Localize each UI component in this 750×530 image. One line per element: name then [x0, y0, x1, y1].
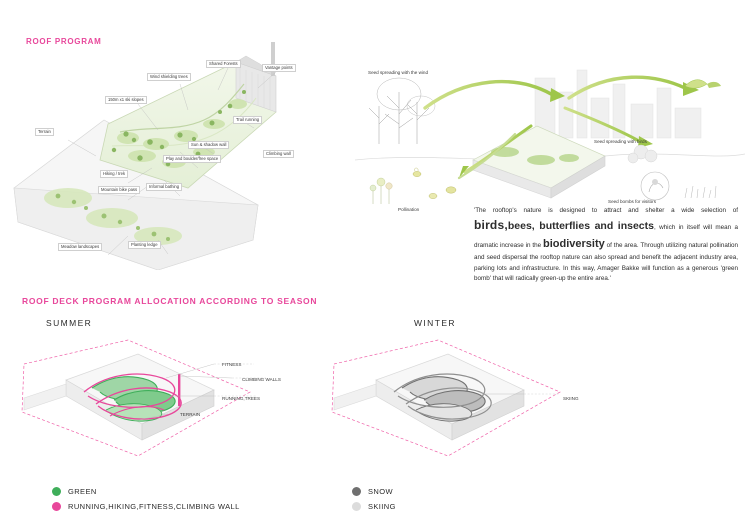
paragraph-part-3: of the area. Through utilizing natural pollination and seed dispersal the rooftop nature can also spread and benefit the adjacent industry area, parking lots and infrastructure. In this way, Amager Bakke will function as a generous 'green bomb' that will radically green-up the entire area.' — [474, 241, 738, 282]
winter-title: WINTER — [414, 318, 456, 328]
summer-label-3: TERRAIN — [180, 412, 201, 417]
roof-callout-11: Informal bathing — [146, 183, 182, 191]
summer-legend-swatch-1 — [52, 502, 61, 511]
roof-callout-13: Planting ledge — [128, 241, 161, 249]
paragraph-part-1: 'The rooftop's nature is designed to attract and shelter a wide selection of — [474, 207, 738, 214]
summer-label-0: FITNESS — [222, 362, 242, 367]
seed-label-2: Seed bombs for visitors — [608, 199, 656, 204]
summer-title: SUMMER — [46, 318, 93, 328]
summer-legend-swatch-0 — [52, 487, 61, 496]
roof-callout-5: Terrain — [35, 128, 54, 136]
summer-isometric-diagram — [18, 336, 278, 466]
seed-label-3: Pollination — [398, 207, 420, 212]
roof-callout-7: Play and boulder/free space — [163, 155, 221, 163]
roof-callout-4: Trail running — [233, 116, 262, 124]
winter-legend-swatch-0 — [352, 487, 361, 496]
summer-legend-row-0 — [52, 487, 240, 496]
summer-legend-label-1: RUNNING,HIKING,FITNESS,CLIMBING WALL — [68, 502, 240, 511]
roof-callout-2: Wind shielding trees — [147, 73, 191, 81]
seed-label-0: Seed spreading with the wind — [368, 70, 429, 75]
winter-legend-swatch-1 — [352, 502, 361, 511]
summer-label-2: RUNNING,TREES — [222, 396, 261, 401]
roof-callout-8: Climbing wall — [263, 150, 294, 158]
roof-callout-9: Hiking / trek — [100, 170, 128, 178]
roof-callout-0: Shared Forests — [206, 60, 241, 68]
summer-label-1: CLIMBING WALLS — [242, 377, 281, 382]
paragraph-highlight-biodiversity: biodiversity — [543, 237, 605, 250]
biodiversity-paragraph — [474, 206, 738, 284]
roof-callout-10: Mountain bike pass — [98, 186, 140, 194]
allocation-title: ROOF DECK PROGRAM ALLOCATION ACCORDING TO SEASON — [22, 296, 318, 306]
roof-program-title: ROOF PROGRAM — [26, 37, 102, 46]
paragraph-highlight-bees: bees, butterflies and insects — [507, 220, 654, 233]
winter-label-0: SKIING — [563, 396, 579, 401]
summer-legend-row-1 — [52, 502, 240, 511]
roof-callout-1: Vantage points — [262, 64, 296, 72]
roof-callout-6: Sun & shadow wall — [188, 141, 229, 149]
summer-legend — [52, 487, 240, 517]
winter-legend — [352, 487, 396, 517]
roof-callout-12: Meadow landscapes — [58, 243, 102, 251]
winter-legend-row-1 — [352, 502, 396, 511]
paragraph-part-2: , which in itself will mean a dramatic increase in the — [474, 224, 738, 249]
summer-legend-label-0: GREEN — [68, 487, 97, 496]
roof-callout-3: 150m x1 ski slopes — [105, 96, 147, 104]
winter-legend-row-0 — [352, 487, 396, 496]
paragraph-highlight-birds: birds, — [474, 218, 508, 233]
winter-legend-label-1: SKIING — [368, 502, 396, 511]
winter-legend-label-0: SNOW — [368, 487, 393, 496]
seed-label-1: Seed spreading with birds — [594, 139, 647, 144]
winter-isometric-diagram — [328, 336, 588, 466]
